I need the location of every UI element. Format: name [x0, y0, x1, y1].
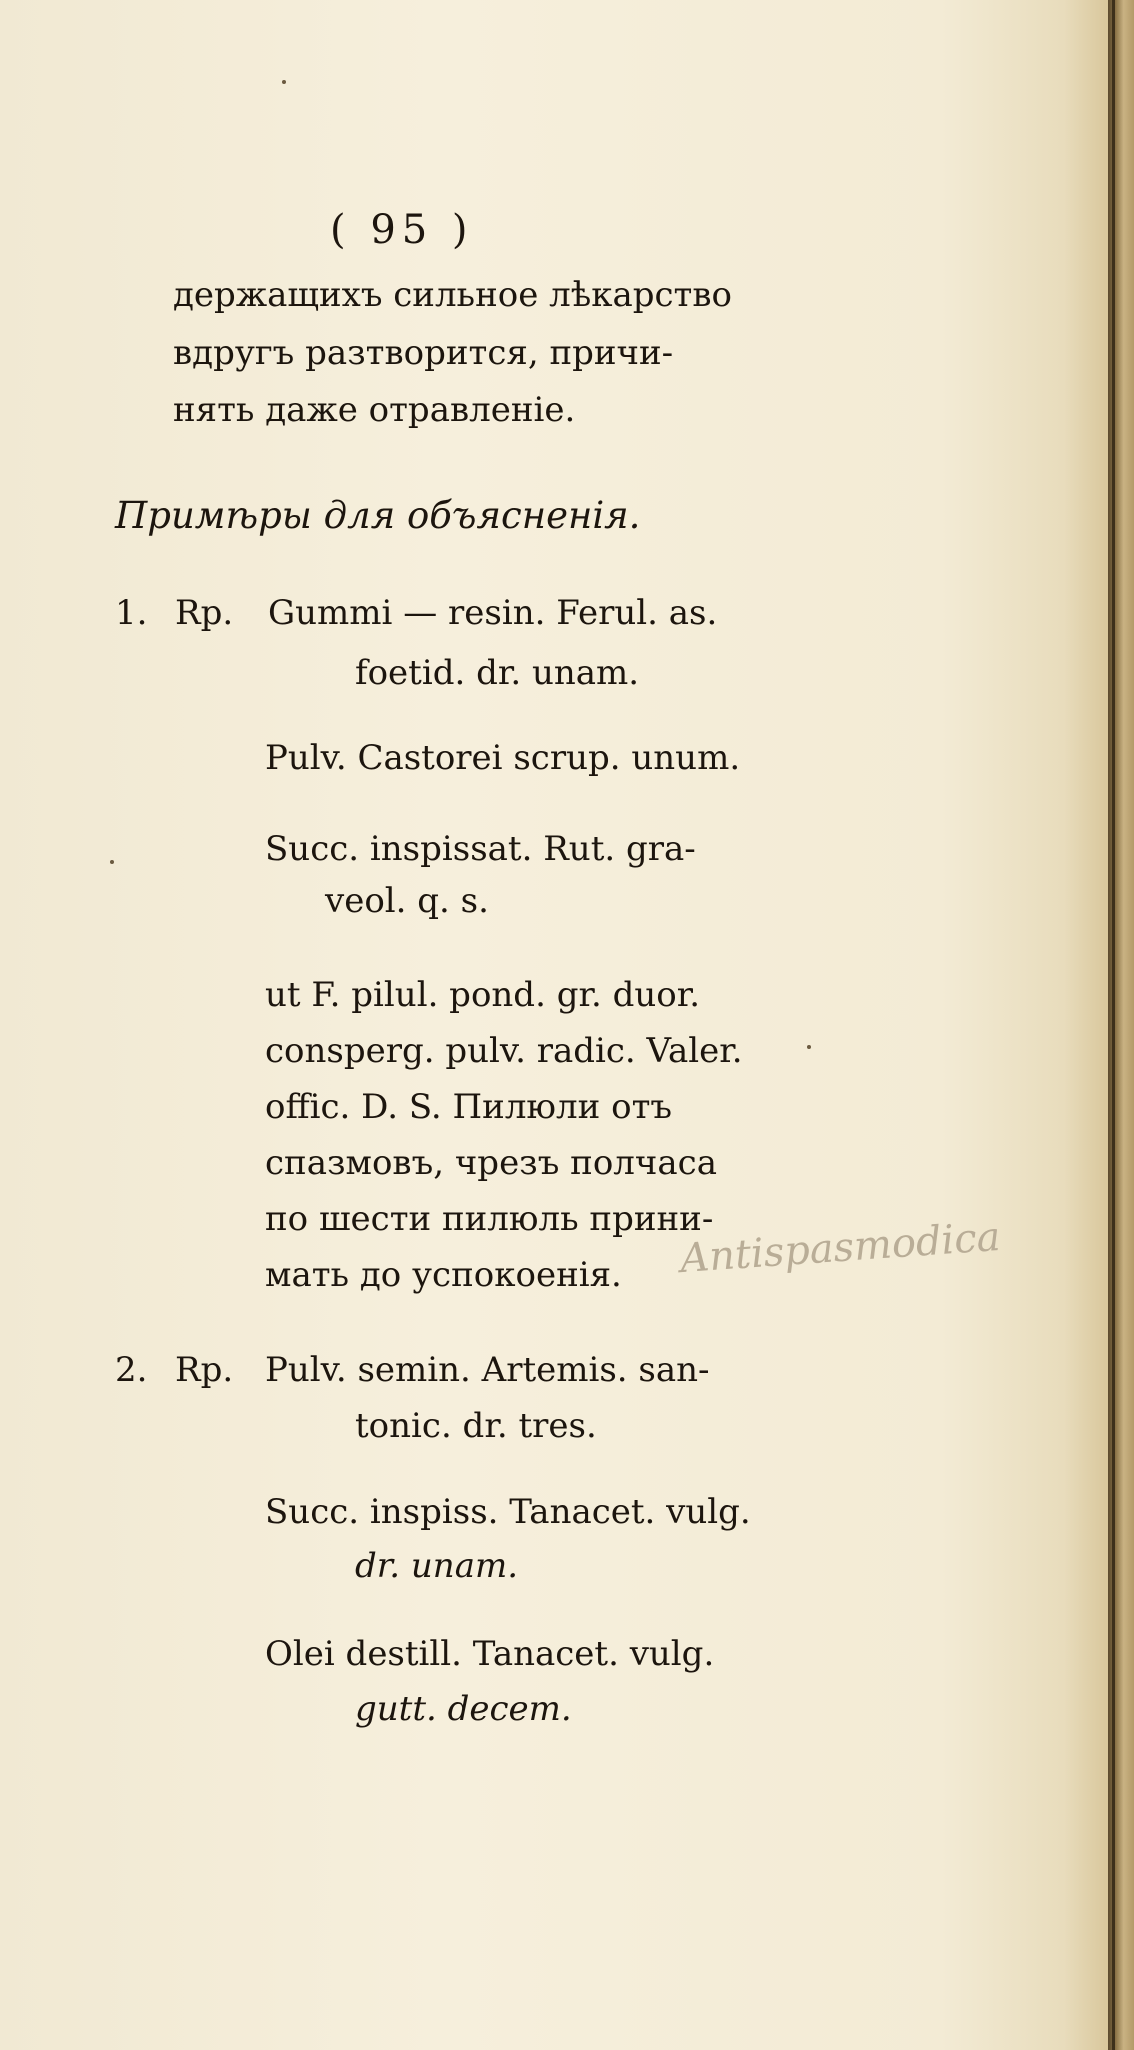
section-heading: Примѣры для объясненія. — [115, 494, 641, 537]
recipe-line: Succ. inspiss. Tanacet. vulg. — [265, 1492, 751, 1532]
handwritten-annotation: Antispasmodica — [678, 1213, 1002, 1283]
recipe-line: foetid. dr. unam. — [355, 653, 640, 693]
recipe-line: мать до успокоенія. — [265, 1255, 622, 1295]
recipe-line: Succ. inspissat. Rut. gra- — [265, 829, 696, 869]
example-number: 1. — [115, 593, 148, 633]
recipe-line: veol. q. s. — [325, 881, 489, 921]
page-number: ( 95 ) — [330, 207, 474, 253]
example-number: 2. — [115, 1350, 148, 1390]
paragraph-line: вдругъ разтворится, причи- — [173, 333, 674, 373]
recipe-line: dr. unam. — [355, 1546, 519, 1586]
recipe-rp: Rp. — [175, 593, 234, 633]
paragraph-line: нять даже отравленіе. — [173, 390, 576, 430]
recipe-line: Pulv. semin. Artemis. san- — [265, 1350, 710, 1390]
ink-speck — [282, 80, 286, 84]
recipe-rp: Rp. — [175, 1350, 234, 1390]
recipe-line: consperg. pulv. radic. Valer. — [265, 1031, 743, 1071]
paragraph-line: держащихъ сильное лѣкарство — [173, 275, 732, 315]
recipe-line: Pulv. Castorei scrup. unum. — [265, 738, 741, 778]
recipe-line: по шести пилюль прини- — [265, 1199, 714, 1239]
recipe-line: спазмовъ, чрезъ полчаса — [265, 1143, 717, 1183]
recipe-line: gutt. decem. — [355, 1689, 572, 1729]
recipe-line: ut F. pilul. pond. gr. duor. — [265, 975, 701, 1015]
recipe-line: offic. D. S. Пилюли отъ — [265, 1087, 673, 1127]
ink-speck — [110, 860, 114, 864]
ink-speck — [807, 1045, 811, 1049]
recipe-line: tonic. dr. tres. — [355, 1406, 597, 1446]
binding-shadow — [1112, 0, 1115, 2050]
recipe-line: Olei destill. Tanacet. vulg. — [265, 1634, 715, 1674]
recipe-line: Gummi — resin. Ferul. as. — [268, 593, 718, 633]
